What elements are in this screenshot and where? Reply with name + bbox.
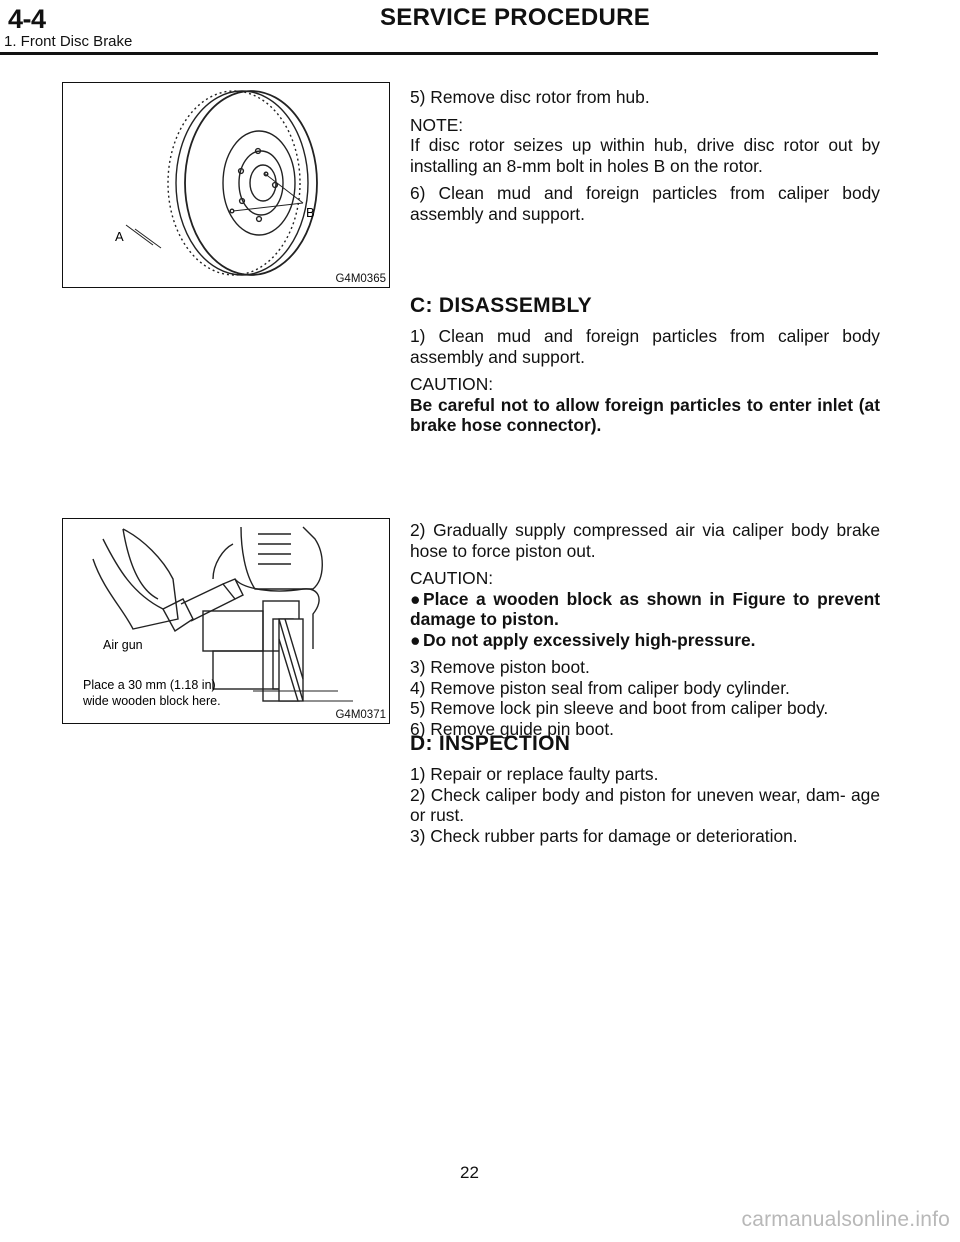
caution-text: Be careful not to allow foreign particles to enter inlet (at brake hose connector).: [410, 394, 880, 435]
inspection-step3: 3) Check rubber parts for damage or deterioration.: [410, 825, 798, 846]
disassembly-step1: 1) Clean mud and foreign particles from caliper body assembly and support.: [410, 326, 880, 367]
disassembly-steps-continued: [410, 520, 880, 739]
page-number: 22: [460, 1163, 479, 1182]
note-label: NOTE:: [410, 114, 464, 135]
disassembly-step5: 5) Remove lock pin sleeve and boot from caliper body.: [410, 698, 829, 718]
disassembly-section: [410, 293, 880, 436]
rotor-figure: [62, 82, 390, 288]
caution2-item2: [410, 630, 880, 651]
block-label-line2: wide wooden block here.: [83, 694, 221, 708]
caution2-label: CAUTION:: [410, 568, 494, 588]
caliper-figure: [62, 518, 390, 724]
step-remove-rotor: 5) Remove disc rotor from hub.: [410, 87, 650, 107]
disassembly-step4: 4) Remove piston seal from caliper body cylinder.: [410, 677, 790, 698]
figure-code: G4M0371: [335, 709, 386, 721]
caliper-illustration: [63, 519, 388, 722]
caution2-item1: [410, 589, 880, 630]
bullet-icon: ●: [410, 629, 421, 650]
disassembly-step6: 6) Remove guide pin boot.: [410, 718, 614, 739]
caution2-item1-text: Place a wooden block as shown in Figure to prevent damage to piston.: [410, 588, 880, 629]
inspection-step2: 2) Check caliper body and piston for uneven wear, dam- age or rust.: [410, 784, 880, 825]
caution-label: CAUTION:: [410, 374, 494, 394]
rotor-illustration: [63, 83, 388, 286]
block-label-line1: Place a 30 mm (1.18 in): [83, 678, 216, 692]
label-a: A: [115, 229, 124, 244]
figure-code: G4M0365: [335, 273, 386, 285]
inspection-heading: D: INSPECTION: [410, 732, 571, 755]
page-title: SERVICE PROCEDURE: [380, 4, 651, 31]
disassembly-heading: C: DISASSEMBLY: [410, 294, 592, 317]
removal-steps: [410, 87, 880, 224]
air-gun-label: Air gun: [103, 638, 143, 652]
inspection-section: [410, 731, 880, 846]
caution2-item2-text: Do not apply excessively high-pressure.: [423, 629, 756, 650]
note-text: If disc rotor seizes up within hub, drive disc rotor out by installing an 8-mm bolt in holes B on the rotor.: [410, 135, 880, 176]
bullet-icon: ●: [410, 588, 421, 609]
section-number: 4-4: [8, 4, 46, 34]
inspection-step1: 1) Repair or replace faulty parts.: [410, 764, 659, 784]
header-rule: [0, 52, 878, 55]
disassembly-step2: 2) Gradually supply compressed air via caliper body brake hose to force piston out.: [410, 520, 880, 561]
disassembly-step3: 3) Remove piston boot.: [410, 657, 590, 677]
watermark: carmanualsonline.info: [741, 1208, 950, 1231]
chapter-subtitle: 1. Front Disc Brake: [4, 33, 133, 50]
label-b: B: [306, 205, 315, 220]
step-clean-particles: 6) Clean mud and foreign particles from caliper body assembly and support.: [410, 183, 880, 224]
